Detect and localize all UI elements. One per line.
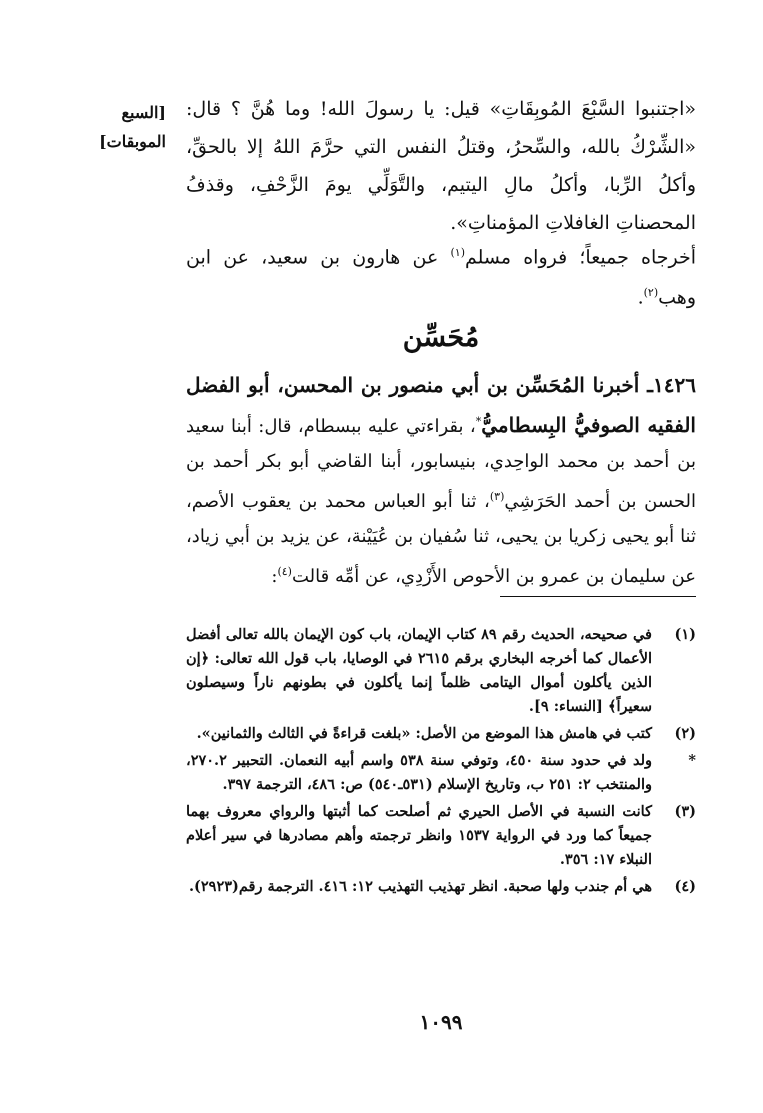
margin-note-line-2: الموبقات] bbox=[99, 132, 166, 151]
entry-paragraph bbox=[186, 368, 696, 594]
footnote-3 bbox=[186, 800, 696, 872]
entry-text-2: ، ثنا أبو العباس محمد بن يعقوب الأصم، ثنا أبو يحيى زكريا بن يحيى، ثنا سُفيان بن عُيَيْنة، عن يزيد بن أبي زياد، عن سليمان بن عمرو بن الأحوص الأَزْدِي، عن أمِّه قالت bbox=[186, 491, 696, 587]
footnote-text: هي أم جندب ولها صحبة. انظر تهذيب التهذيب ١٢: ٤١٦. الترجمة رقم(٢٩٢٣). bbox=[188, 878, 652, 895]
footnote-text: كانت النسبة في الأصل الحيري ثم أصلحت كما أثبتها والرواي معروف بهما جميعاً كما ورد في الرواية ١٥٣٧ وانظر ترجمته وأهم مصادرها في سير أعلام النبلاء ١٧: ٣٥٦. bbox=[186, 803, 652, 868]
hadith-text: «اجتنبوا السَّبْعَ المُوبِقَاتِ» قيل: يا رسولَ الله! وما هُنَّ ؟ قال: «الشِّرْكُ بالله، والسِّحرُ، وقتلُ النفس التي حرَّمَ اللهُ إلا بالحقِّ، وأكلُ الرِّبا، وأكلُ مالِ اليتيم، والتَّوَلِّي يومَ الزَّحْفِ، وقذفُ المحصناتِ الغافلاتِ المؤمناتِ». bbox=[186, 98, 696, 234]
footnote-text: في صحيحه، الحديث رقم ٨٩ كتاب الإيمان، باب كون الإيمان بالله تعالى أفضل الأعمال كما أخرجه البخاري برقم ٢٦١٥ في الوصايا، باب قول الله تعالى: ﴿إن الذين يأكلون أموال اليتامى ظلماً إنما يأكلون في بطونهم ناراً وسيصلون سعيراً﴾ [النساء: ٩]. bbox=[186, 626, 653, 715]
footnote-text: ولد في حدود سنة ٤٥٠، وتوفي سنة ٥٣٨ واسم أبيه النعمان. التحبير ٢٧٠.٢، والمنتخب ٢: ٢٥١ ب، وتاريخ الإسلام (٥٣١ـ٥٤٠) ص: ٤٨٦، الترجمة ٣٩٧. bbox=[186, 752, 652, 793]
takhrij-text-middle: عن هارون بن سعيد، عن ابن وهب bbox=[186, 246, 696, 309]
footnote-separator bbox=[500, 596, 696, 597]
footnote-ref-4: (٤) bbox=[277, 565, 292, 578]
footnote-number: (٤) bbox=[674, 878, 696, 895]
page-number: ١٠٩٩ bbox=[419, 1010, 463, 1034]
margin-note bbox=[84, 98, 166, 156]
takhrij-text-end: . bbox=[637, 286, 644, 309]
footnote-ref-2: (٢) bbox=[643, 286, 659, 300]
takhrij-paragraph bbox=[186, 235, 696, 316]
footnote-ref-3: (٣) bbox=[489, 490, 505, 503]
entry-text-end: : bbox=[271, 566, 278, 587]
footnotes bbox=[186, 623, 696, 902]
footnote-ref-1: (١) bbox=[450, 246, 465, 259]
footnote-star bbox=[186, 749, 696, 797]
entry-text-1: ، بقراءتي عليه ببسطام، قال: أبنا سعيد بن أحمد بن محمد الواحِدي، بنيسابور، أبنا القاضي أبو بكر أحمد بن الحسن بن أحمد الحَرَشِي bbox=[186, 416, 696, 512]
footnote-1 bbox=[186, 623, 696, 719]
entry-star-marker: * bbox=[475, 415, 482, 428]
footnote-number: (١) bbox=[674, 626, 696, 643]
footnote-text: كتب في هامش هذا الموضع من الأصل: «بلغت قراءةً في الثالث والثمانين». bbox=[196, 725, 652, 742]
section-heading: مُحَسِّن bbox=[402, 322, 480, 353]
entry-title: ١٤٢٦ـ أخبرنا المُحَسِّن بن أبي منصور بن المحسن، أبو الفضل الفقيه الصوفيُّ البِسطاميُّ bbox=[186, 373, 696, 437]
footnote-number: (٢) bbox=[674, 725, 696, 742]
footnote-number: (٣) bbox=[674, 803, 696, 820]
margin-note-line-1: [السبع bbox=[121, 103, 166, 122]
footnote-4 bbox=[186, 875, 696, 899]
footnote-2 bbox=[186, 722, 696, 746]
footnote-number: * bbox=[688, 752, 696, 769]
takhrij-text-start: أخرجاه جميعاً؛ فرواه مسلم bbox=[464, 246, 696, 269]
